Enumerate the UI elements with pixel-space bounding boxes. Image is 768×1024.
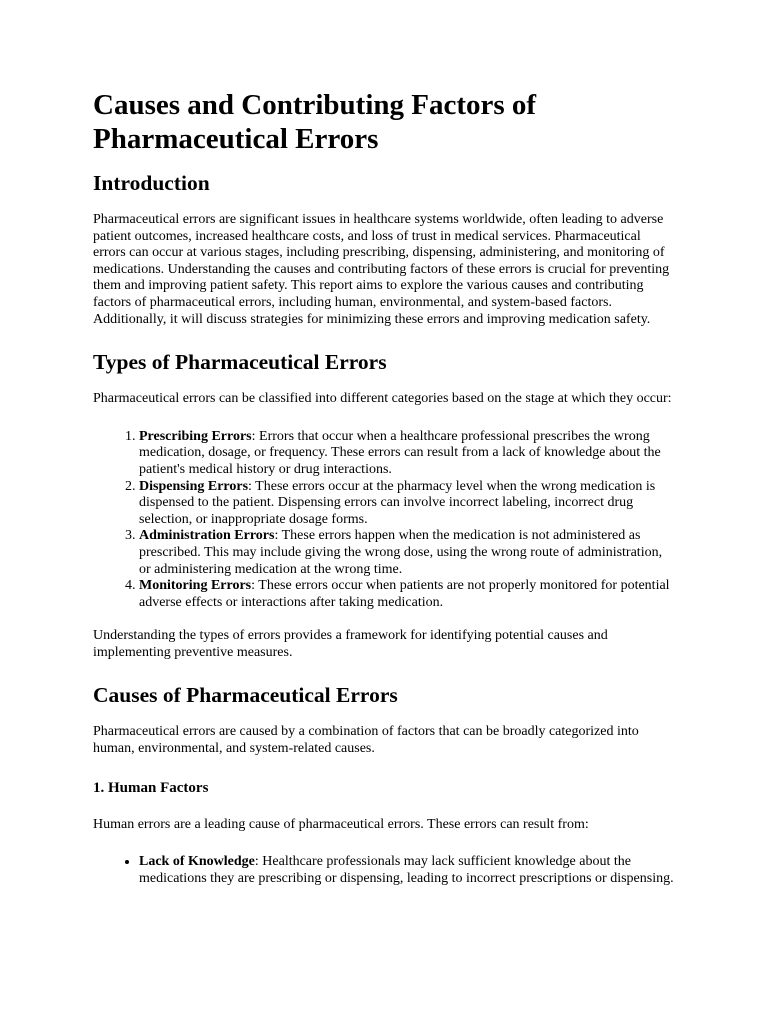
list-item-text: : These errors happen when the medication is not administered as prescribed. This may include giving the wrong dose, using the wrong route of administration, or administering medication at the wrong time. — [139, 528, 663, 577]
causes-intro-paragraph: Pharmaceutical errors are caused by a combination of factors that can be broadly categorized into human, environmental, and system-related causes. — [93, 724, 639, 757]
list-item — [139, 854, 675, 887]
list-item — [139, 578, 675, 611]
human-factors-list — [93, 854, 675, 887]
list-item — [139, 479, 675, 529]
list-item-text: : These errors occur at the pharmacy level when the wrong medication is dispensed to the patient. Dispensing errors can involve incorrect labeling, incorrect drug selection, or inappropriate dosage forms. — [139, 478, 656, 527]
introduction-paragraph: Pharmaceutical errors are significant issues in healthcare systems worldwide, often leading to adverse patient outcomes, increased healthcare costs, and loss of trust in medical services. Pharmaceutical errors can occur at various stages, including prescribing, dispensing, administering, and monitoring of medications. Understanding the causes and contributing factors of these errors is crucial for preventing them and improving patient safety. This report aims to explore the various causes and contributing factors of pharmaceutical errors, including human, environmental, and system-based factors. Additionally, it will discuss strategies for minimizing these errors and improving medication safety. — [93, 212, 670, 327]
list-item-term: Dispensing Errors — [139, 478, 249, 494]
list-item-term: Lack of Knowledge — [139, 854, 255, 870]
list-item-text: : Healthcare professionals may lack sufficient knowledge about the medications they are prescribing or dispensing, leading to incorrect prescriptions or dispensing. — [139, 854, 674, 886]
list-item-term: Administration Errors — [139, 528, 275, 544]
document-title: Causes and Contributing Factors of Pharmaceutical Errors — [93, 89, 537, 155]
list-item-text: : These errors occur when patients are not properly monitored for potential adverse effects or interactions after taking medication. — [139, 578, 670, 610]
types-conclusion-paragraph: Understanding the types of errors provides a framework for identifying potential causes and implementing preventive measures. — [93, 628, 608, 660]
human-factors-intro-paragraph: Human errors are a leading cause of pharmaceutical errors. These errors can result from: — [93, 816, 589, 832]
types-intro-paragraph: Pharmaceutical errors can be classified into different categories based on the stage at which they occur: — [93, 391, 672, 407]
error-types-list — [93, 429, 675, 612]
introduction-heading: Introduction — [93, 171, 210, 195]
list-item-term: Prescribing Errors — [139, 428, 252, 444]
human-factors-heading: 1. Human Factors — [93, 779, 209, 796]
list-item-term: Monitoring Errors — [139, 578, 252, 594]
types-heading: Types of Pharmaceutical Errors — [93, 350, 387, 375]
list-item-text: : Errors that occur when a healthcare professional prescribes the wrong medication, dosage, or frequency. These errors can result from a lack of knowledge about the patient's medical history or drug interactions. — [139, 428, 661, 477]
causes-heading: Causes of Pharmaceutical Errors — [93, 683, 398, 708]
list-item — [139, 528, 675, 578]
list-item — [139, 429, 675, 479]
